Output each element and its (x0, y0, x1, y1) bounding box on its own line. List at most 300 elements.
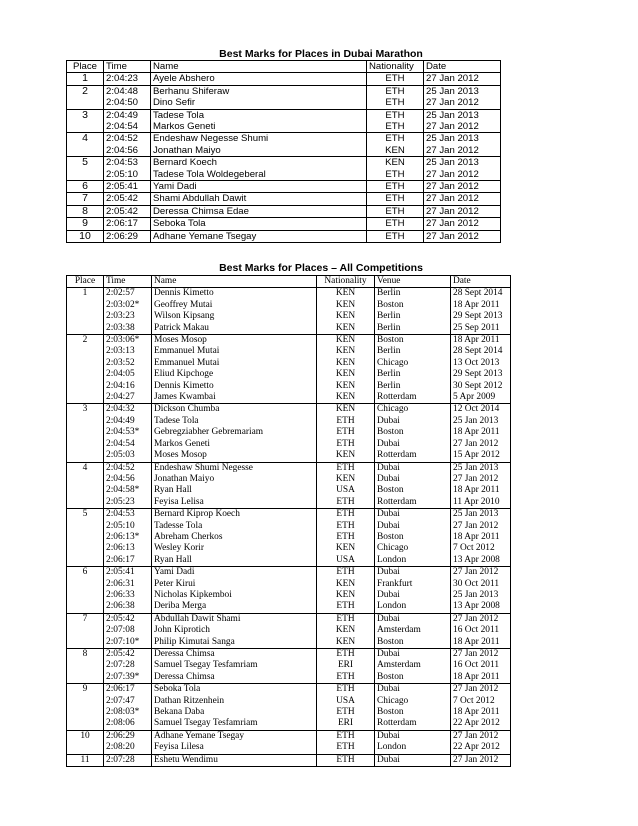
name-cell: Peter Kirui (152, 579, 317, 590)
nationality-cell: KEN (317, 300, 375, 311)
date-cell: 18 Apr 2011 (451, 707, 511, 718)
time-cell: 2:03:13 (104, 346, 152, 357)
nationality-cell: KEN (317, 450, 375, 462)
table-row (67, 109, 501, 121)
table-row (67, 509, 511, 521)
time-cell: 2:08:06 (104, 718, 152, 730)
nationality-cell: ETH (317, 497, 375, 509)
place-cell: 6 (67, 181, 104, 193)
nationality-cell: ETH (367, 193, 424, 205)
nationality-cell: KEN (317, 392, 375, 404)
name-cell: Dathan Ritzenhein (152, 696, 317, 707)
table-row (67, 660, 511, 671)
venue-cell: London (375, 742, 451, 754)
header-venue: Venue (375, 276, 451, 288)
time-cell: 2:07:28 (104, 754, 152, 766)
place-cell: 2 (67, 85, 104, 109)
time-cell: 2:06:17 (104, 218, 151, 230)
place-cell: 3 (67, 109, 104, 133)
date-cell: 22 Apr 2012 (451, 718, 511, 730)
name-cell: Patrick Makau (152, 323, 317, 335)
table-row (67, 613, 511, 625)
table-row (67, 637, 511, 649)
name-cell: Philip Kimutai Sanga (152, 637, 317, 649)
date-cell: 11 Apr 2010 (451, 497, 511, 509)
nationality-cell: ETH (317, 521, 375, 532)
name-cell: Adhane Yemane Tsegay (151, 230, 367, 242)
table-row (67, 181, 501, 193)
nationality-cell: ETH (317, 427, 375, 438)
nationality-cell: ETH (367, 85, 424, 97)
date-cell: 27 Jan 2012 (424, 121, 501, 133)
date-cell: 18 Apr 2011 (451, 300, 511, 311)
venue-cell: Boston (375, 532, 451, 543)
nationality-cell: ETH (317, 613, 375, 625)
name-cell: Ryan Hall (152, 485, 317, 496)
table-row (67, 521, 511, 532)
name-cell: James Kwambai (152, 392, 317, 404)
header-nationality: Nationality (317, 276, 375, 288)
name-cell: Geoffrey Mutai (152, 300, 317, 311)
name-cell: Abreham Cherkos (152, 532, 317, 543)
venue-cell: Berlin (375, 311, 451, 322)
table-row (67, 567, 511, 579)
name-cell: Tadese Tola (152, 416, 317, 427)
nationality-cell: ETH (317, 730, 375, 742)
venue-cell: Berlin (375, 323, 451, 335)
nationality-cell: ETH (367, 218, 424, 230)
date-cell: 13 Apr 2008 (451, 555, 511, 567)
table-row (67, 133, 501, 145)
nationality-cell: KEN (317, 358, 375, 369)
venue-cell: Dubai (375, 730, 451, 742)
date-cell: 22 Apr 2012 (451, 742, 511, 754)
time-cell: 2:04:53* (104, 427, 152, 438)
name-cell: Bernard Koech (151, 157, 367, 169)
time-cell: 2:05:10 (104, 169, 151, 181)
nationality-cell: KEN (317, 474, 375, 485)
table-row (67, 300, 511, 311)
date-cell: 27 Jan 2012 (424, 193, 501, 205)
place-cell: 8 (67, 205, 104, 217)
place-cell: 4 (67, 133, 104, 157)
nationality-cell: USA (317, 696, 375, 707)
place-cell: 10 (67, 730, 104, 754)
table-row (67, 718, 511, 730)
header-time: Time (104, 61, 151, 73)
nationality-cell: ETH (317, 416, 375, 427)
venue-cell: Boston (375, 300, 451, 311)
name-cell: Tadesse Tola (152, 521, 317, 532)
time-cell: 2:06:13 (104, 543, 152, 554)
all-competitions-table-body (67, 288, 511, 767)
nationality-cell: KEN (317, 381, 375, 392)
date-cell: 18 Apr 2011 (451, 637, 511, 649)
date-cell: 27 Jan 2012 (424, 230, 501, 242)
time-cell: 2:03:23 (104, 311, 152, 322)
table-row (67, 474, 511, 485)
time-cell: 2:05:42 (104, 613, 152, 625)
place-cell: 4 (67, 462, 104, 509)
table-row (67, 97, 501, 109)
table-row (67, 311, 511, 322)
date-cell: 25 Jan 2013 (451, 416, 511, 427)
name-cell: Yami Dadi (152, 567, 317, 579)
table-row (67, 346, 511, 357)
name-cell: Eshetu Wendimu (152, 754, 317, 766)
venue-cell: Boston (375, 485, 451, 496)
nationality-cell: KEN (317, 323, 375, 335)
date-cell: 25 Jan 2013 (424, 109, 501, 121)
name-cell: Deressa Chimsa (152, 672, 317, 684)
table-row (67, 754, 511, 766)
nationality-cell: ETH (317, 567, 375, 579)
nationality-cell: KEN (317, 311, 375, 322)
time-cell: 2:04:56 (104, 145, 151, 157)
table-row (67, 121, 501, 133)
venue-cell: Dubai (375, 684, 451, 696)
date-cell: 13 Oct 2013 (451, 358, 511, 369)
place-cell: 5 (67, 509, 104, 567)
time-cell: 2:05:10 (104, 521, 152, 532)
time-cell: 2:04:05 (104, 369, 152, 380)
table-row (67, 684, 511, 696)
nationality-cell: ETH (317, 649, 375, 661)
time-cell: 2:08:20 (104, 742, 152, 754)
venue-cell: Boston (375, 427, 451, 438)
name-cell: Dino Sefir (151, 97, 367, 109)
nationality-cell: ETH (367, 121, 424, 133)
time-cell: 2:05:42 (104, 205, 151, 217)
date-cell: 28 Sept 2014 (451, 288, 511, 300)
time-cell: 2:05:03 (104, 450, 152, 462)
venue-cell: Dubai (375, 521, 451, 532)
date-cell: 25 Jan 2013 (424, 157, 501, 169)
table-row (67, 601, 511, 613)
name-cell: Tadese Tola Woldegeberal (151, 169, 367, 181)
time-cell: 2:07:08 (104, 625, 152, 636)
name-cell: Bernard Kiprop Koech (152, 509, 317, 521)
time-cell: 2:04:54 (104, 439, 152, 450)
time-cell: 2:04:23 (104, 73, 151, 85)
header-date: Date (424, 61, 501, 73)
name-cell: Jonathan Maiyo (152, 474, 317, 485)
table-row (67, 381, 511, 392)
table-row (67, 450, 511, 462)
place-cell: 10 (67, 230, 104, 242)
nationality-cell: KEN (317, 346, 375, 357)
venue-cell: Berlin (375, 381, 451, 392)
name-cell: Wilson Kipsang (152, 311, 317, 322)
table-row (67, 85, 501, 97)
name-cell: Deressa Chimsa (152, 649, 317, 661)
venue-cell: Chicago (375, 358, 451, 369)
nationality-cell: KEN (367, 157, 424, 169)
venue-cell: Rotterdam (375, 718, 451, 730)
name-cell: Berhanu Shiferaw (151, 85, 367, 97)
nationality-cell: KEN (317, 637, 375, 649)
date-cell: 18 Apr 2011 (451, 427, 511, 438)
name-cell: Tadese Tola (151, 109, 367, 121)
date-cell: 27 Jan 2012 (424, 145, 501, 157)
time-cell: 2:04:54 (104, 121, 151, 133)
venue-cell: Dubai (375, 649, 451, 661)
time-cell: 2:04:50 (104, 97, 151, 109)
date-cell: 27 Jan 2012 (424, 97, 501, 109)
date-cell: 27 Jan 2012 (451, 684, 511, 696)
header-place: Place (67, 61, 104, 73)
time-cell: 2:06:17 (104, 684, 152, 696)
date-cell: 27 Jan 2012 (424, 181, 501, 193)
venue-cell: Berlin (375, 369, 451, 380)
time-cell: 2:06:13* (104, 532, 152, 543)
time-cell: 2:06:17 (104, 555, 152, 567)
name-cell: Yami Dadi (151, 181, 367, 193)
name-cell: John Kiprotich (152, 625, 317, 636)
time-cell: 2:06:33 (104, 590, 152, 601)
place-cell: 2 (67, 335, 104, 404)
time-cell: 2:04:27 (104, 392, 152, 404)
place-cell: 3 (67, 404, 104, 462)
place-cell: 9 (67, 684, 104, 731)
time-cell: 2:03:38 (104, 323, 152, 335)
name-cell: Wesley Korir (152, 543, 317, 554)
name-cell: Samuel Tsegay Tesfamriam (152, 660, 317, 671)
table-row (67, 157, 501, 169)
name-cell: Ayele Abshero (151, 73, 367, 85)
date-cell: 29 Sept 2013 (451, 311, 511, 322)
venue-cell: Amsterdam (375, 625, 451, 636)
header-date: Date (451, 276, 511, 288)
date-cell: 27 Jan 2012 (451, 521, 511, 532)
date-cell: 27 Jan 2012 (451, 730, 511, 742)
name-cell: Deriba Merga (152, 601, 317, 613)
venue-cell: Berlin (375, 346, 451, 357)
table-row (67, 497, 511, 509)
time-cell: 2:03:52 (104, 358, 152, 369)
venue-cell: Dubai (375, 613, 451, 625)
time-cell: 2:04:49 (104, 416, 152, 427)
name-cell: Feyisa Lilesa (152, 742, 317, 754)
venue-cell: Dubai (375, 474, 451, 485)
name-cell: Dennis Kimetto (152, 381, 317, 392)
time-cell: 2:04:56 (104, 474, 152, 485)
time-cell: 2:05:42 (104, 193, 151, 205)
name-cell: Emmanuel Mutai (152, 358, 317, 369)
name-cell: Endeshaw Shumi Negesse (152, 462, 317, 474)
date-cell: 27 Jan 2012 (451, 439, 511, 450)
nationality-cell: ETH (367, 181, 424, 193)
venue-cell: Dubai (375, 439, 451, 450)
table-row (67, 625, 511, 636)
time-cell: 2:07:39* (104, 672, 152, 684)
date-cell: 7 Oct 2012 (451, 696, 511, 707)
time-cell: 2:03:06* (104, 335, 152, 347)
date-cell: 27 Jan 2012 (424, 205, 501, 217)
table-row (67, 462, 511, 474)
venue-cell: Dubai (375, 590, 451, 601)
table-row (67, 73, 501, 85)
time-cell: 2:03:02* (104, 300, 152, 311)
name-cell: Dennis Kimetto (152, 288, 317, 300)
nationality-cell: KEN (317, 590, 375, 601)
name-cell: Bekana Daba (152, 707, 317, 718)
time-cell: 2:06:31 (104, 579, 152, 590)
dubai-marks-table (66, 60, 501, 243)
nationality-cell: ETH (367, 169, 424, 181)
name-cell: Samuel Tsegay Tesfamriam (152, 718, 317, 730)
nationality-cell: KEN (317, 369, 375, 380)
nationality-cell: ETH (367, 230, 424, 242)
venue-cell: Dubai (375, 416, 451, 427)
name-cell: Seboka Tola (151, 218, 367, 230)
venue-cell: Amsterdam (375, 660, 451, 671)
venue-cell: Rotterdam (375, 392, 451, 404)
date-cell: 16 Oct 2011 (451, 660, 511, 671)
table-row (67, 543, 511, 554)
time-cell: 2:04:53 (104, 157, 151, 169)
name-cell: Deressa Chimsa Edae (151, 205, 367, 217)
nationality-cell: ETH (317, 707, 375, 718)
time-cell: 2:07:47 (104, 696, 152, 707)
date-cell: 30 Sept 2012 (451, 381, 511, 392)
place-cell: 7 (67, 193, 104, 205)
time-cell: 2:04:48 (104, 85, 151, 97)
date-cell: 13 Apr 2008 (451, 601, 511, 613)
table-row (67, 649, 511, 661)
table-row (67, 579, 511, 590)
date-cell: 25 Sep 2011 (451, 323, 511, 335)
venue-cell: London (375, 601, 451, 613)
venue-cell: Boston (375, 637, 451, 649)
table-row (67, 672, 511, 684)
table-row (67, 555, 511, 567)
date-cell: 5 Apr 2009 (451, 392, 511, 404)
nationality-cell: KEN (317, 579, 375, 590)
nationality-cell: ETH (317, 532, 375, 543)
venue-cell: Dubai (375, 462, 451, 474)
place-cell: 11 (67, 754, 104, 766)
table-row (67, 416, 511, 427)
nationality-cell: USA (317, 555, 375, 567)
name-cell: Jonathan Maiyo (151, 145, 367, 157)
nationality-cell: ETH (367, 73, 424, 85)
name-cell: Dickson Chumba (152, 404, 317, 416)
table-row (67, 590, 511, 601)
date-cell: 25 Jan 2013 (424, 85, 501, 97)
name-cell: Eliud Kipchoge (152, 369, 317, 380)
nationality-cell: ERI (317, 718, 375, 730)
venue-cell: Boston (375, 707, 451, 718)
date-cell: 28 Sept 2014 (451, 346, 511, 357)
date-cell: 30 Oct 2011 (451, 579, 511, 590)
table-row (67, 404, 511, 416)
name-cell: Moses Mosop (152, 335, 317, 347)
table-row (67, 369, 511, 380)
name-cell: Emmanuel Mutai (152, 346, 317, 357)
nationality-cell: ETH (317, 601, 375, 613)
date-cell: 27 Jan 2012 (424, 73, 501, 85)
date-cell: 25 Jan 2013 (451, 590, 511, 601)
time-cell: 2:04:32 (104, 404, 152, 416)
time-cell: 2:04:53 (104, 509, 152, 521)
time-cell: 2:05:23 (104, 497, 152, 509)
name-cell: Markos Geneti (151, 121, 367, 133)
venue-cell: London (375, 555, 451, 567)
table-row (67, 288, 511, 300)
time-cell: 2:04:49 (104, 109, 151, 121)
header-nationality: Nationality (367, 61, 424, 73)
venue-cell: Chicago (375, 543, 451, 554)
nationality-cell: ETH (317, 684, 375, 696)
table-row (67, 427, 511, 438)
time-cell: 2:04:52 (104, 462, 152, 474)
nationality-cell: KEN (367, 145, 424, 157)
nationality-cell: KEN (317, 543, 375, 554)
table-row (67, 145, 501, 157)
date-cell: 27 Jan 2012 (451, 649, 511, 661)
venue-cell: Rotterdam (375, 497, 451, 509)
place-cell: 6 (67, 567, 104, 614)
place-cell: 1 (67, 73, 104, 85)
date-cell: 27 Jan 2012 (424, 218, 501, 230)
nationality-cell: ETH (317, 742, 375, 754)
table-header-row (67, 276, 511, 288)
table-row (67, 707, 511, 718)
nationality-cell: KEN (317, 404, 375, 416)
nationality-cell: ERI (317, 660, 375, 671)
time-cell: 2:02:57 (104, 288, 152, 300)
date-cell: 27 Jan 2012 (451, 567, 511, 579)
all-competitions-table (66, 275, 511, 767)
name-cell: Adhane Yemane Tsegay (152, 730, 317, 742)
venue-cell: Berlin (375, 288, 451, 300)
name-cell: Endeshaw Negesse Shumi (151, 133, 367, 145)
venue-cell: Dubai (375, 754, 451, 766)
nationality-cell: KEN (317, 625, 375, 636)
venue-cell: Chicago (375, 404, 451, 416)
header-time: Time (104, 276, 152, 288)
date-cell: 27 Jan 2012 (451, 474, 511, 485)
time-cell: 2:04:16 (104, 381, 152, 392)
name-cell: Gebregziabher Gebremariam (152, 427, 317, 438)
date-cell: 15 Apr 2012 (451, 450, 511, 462)
time-cell: 2:07:28 (104, 660, 152, 671)
date-cell: 25 Jan 2013 (451, 509, 511, 521)
date-cell: 29 Sept 2013 (451, 369, 511, 380)
table-row (67, 439, 511, 450)
nationality-cell: KEN (317, 288, 375, 300)
date-cell: 18 Apr 2011 (451, 485, 511, 496)
header-name: Name (151, 61, 367, 73)
nationality-cell: ETH (367, 109, 424, 121)
nationality-cell: ETH (367, 97, 424, 109)
place-cell: 1 (67, 288, 104, 335)
venue-cell: Dubai (375, 567, 451, 579)
date-cell: 25 Jan 2013 (424, 133, 501, 145)
name-cell: Abdullah Dawit Shami (152, 613, 317, 625)
dubai-table-title: Best Marks for Places in Dubai Marathon (219, 48, 423, 60)
date-cell: 25 Jan 2013 (451, 462, 511, 474)
date-cell: 27 Jan 2012 (451, 613, 511, 625)
time-cell: 2:04:58* (104, 485, 152, 496)
name-cell: Ryan Hall (152, 555, 317, 567)
date-cell: 16 Oct 2011 (451, 625, 511, 636)
nationality-cell: ETH (317, 754, 375, 766)
time-cell: 2:05:41 (104, 181, 151, 193)
date-cell: 18 Apr 2011 (451, 672, 511, 684)
nationality-cell: KEN (317, 335, 375, 347)
